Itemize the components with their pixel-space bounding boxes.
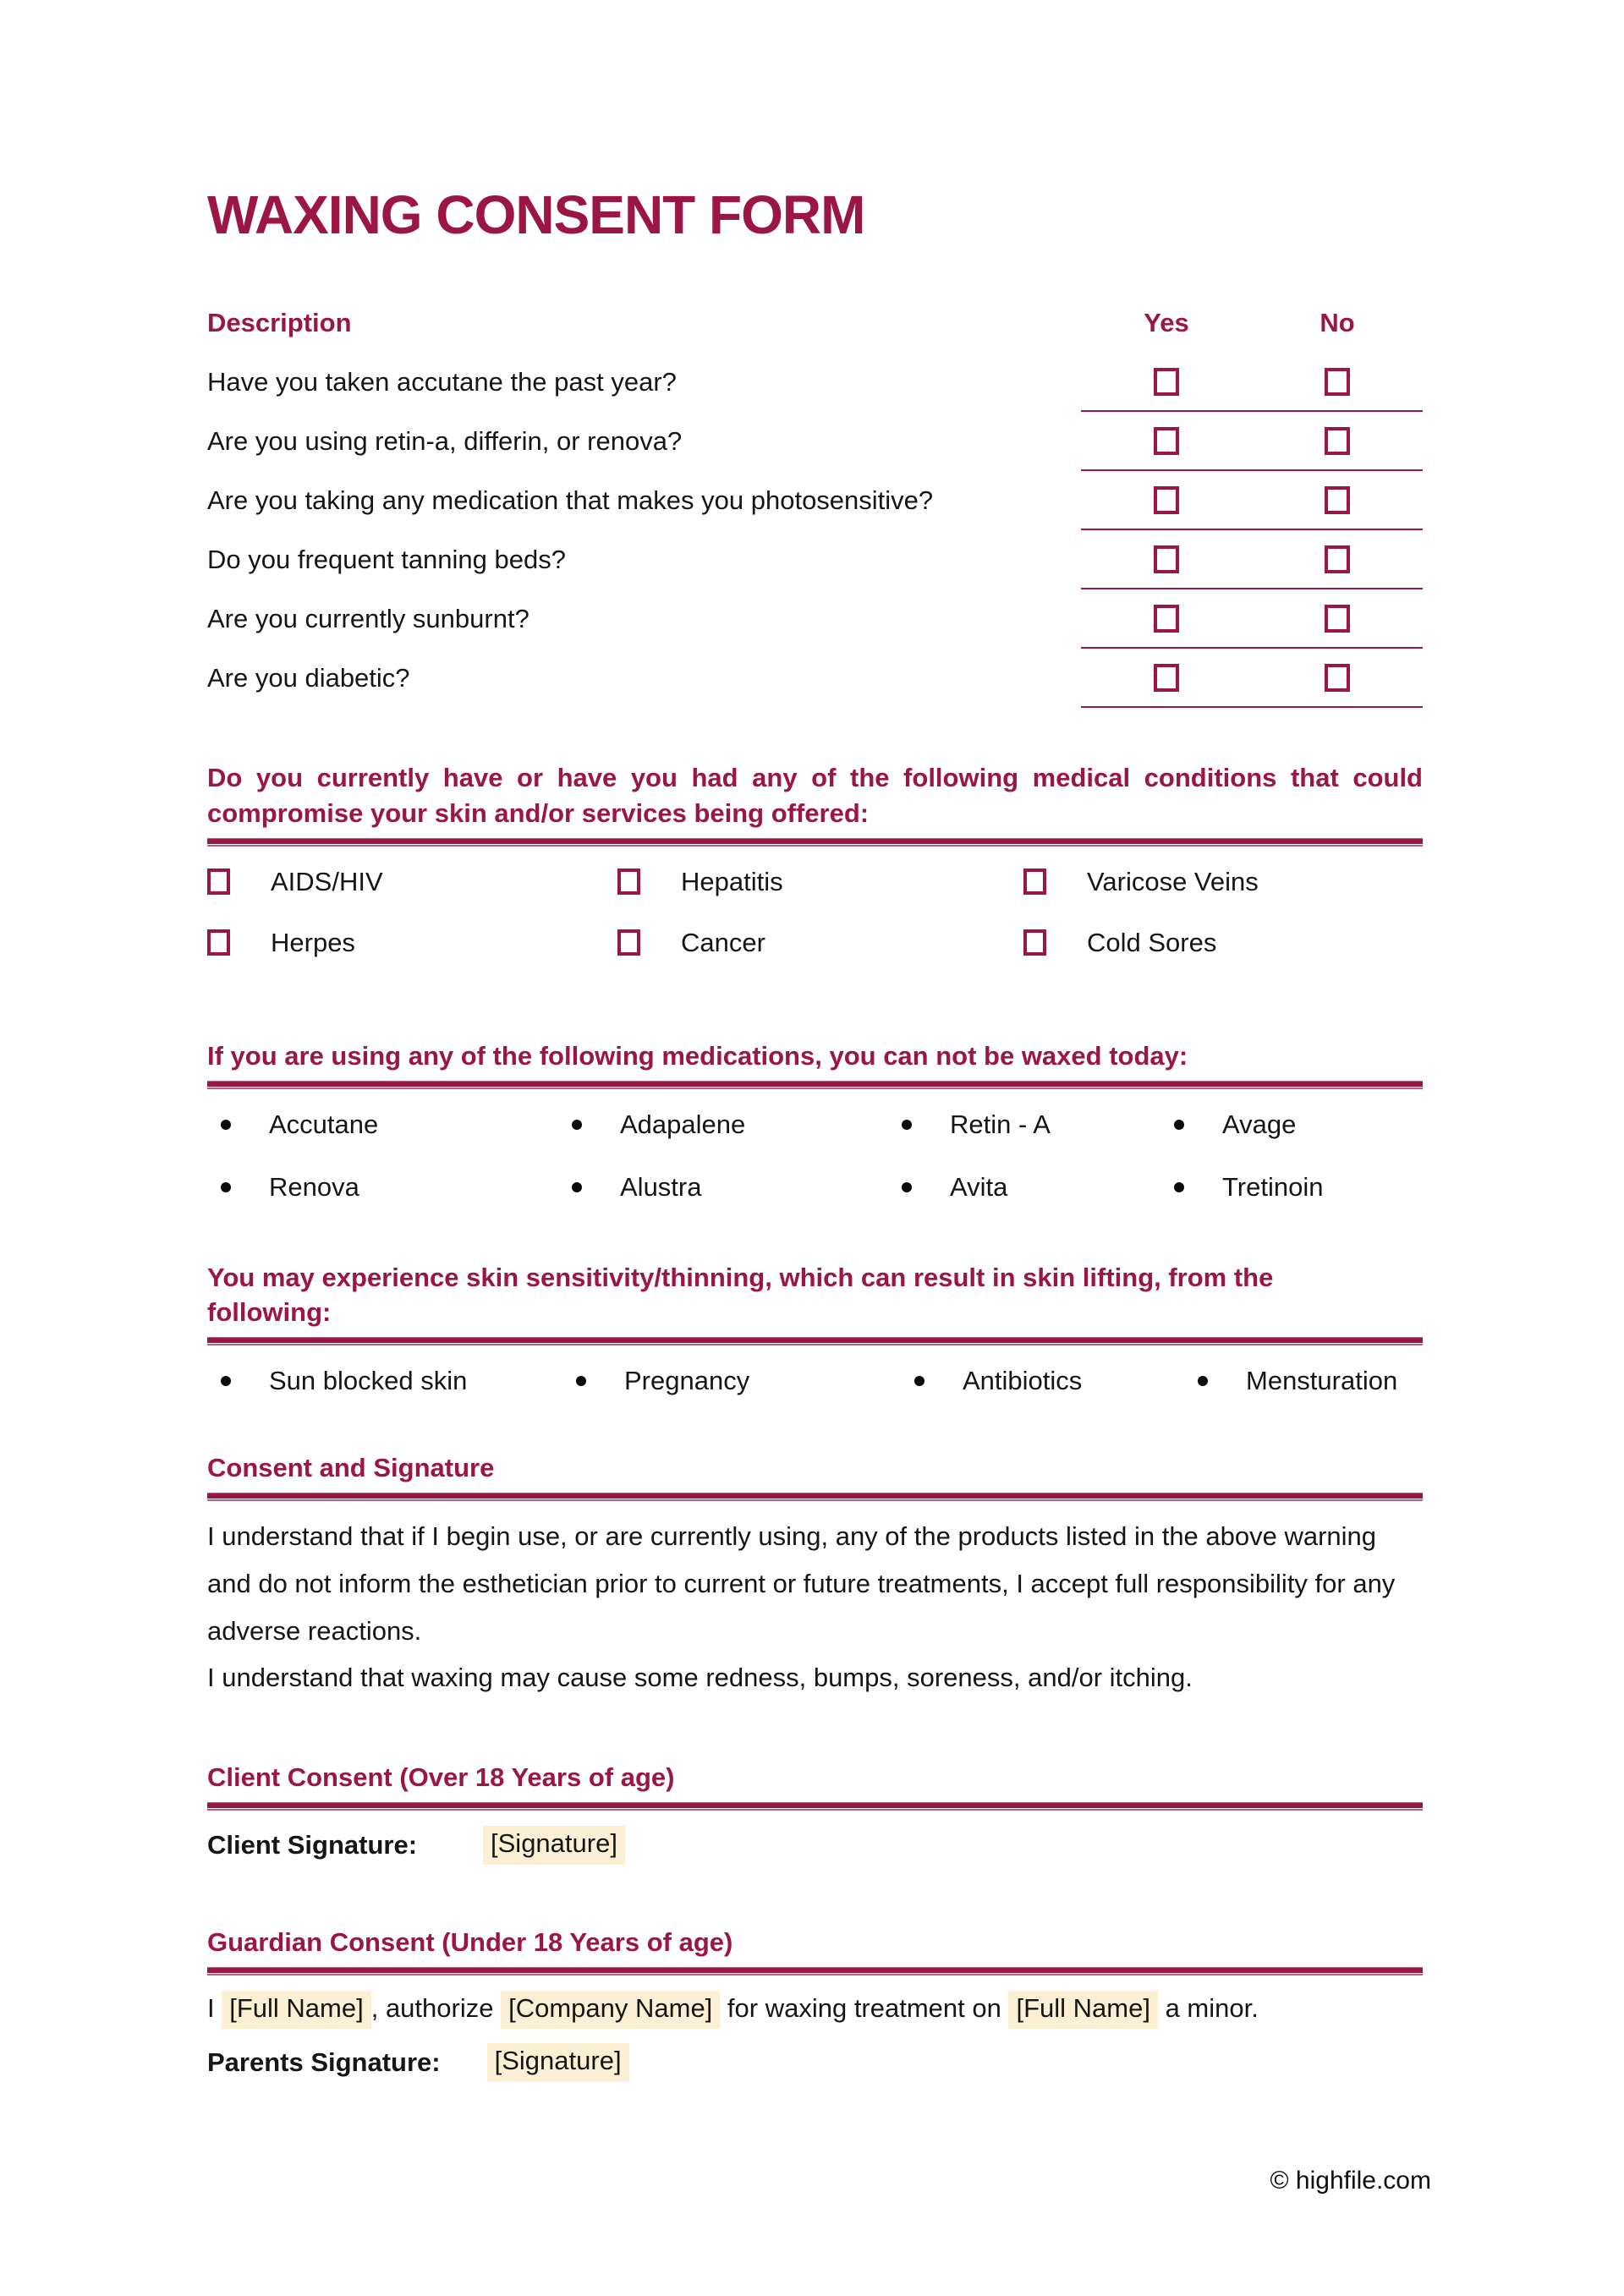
consent-paragraph-2: I understand that waxing may cause some redness, bumps, soreness, and/or itching. xyxy=(207,1663,1193,1693)
sensitivity-item xyxy=(207,1366,562,1396)
section-rule xyxy=(207,1802,1423,1811)
guardian-statement-text: I xyxy=(207,1992,222,2023)
guardian-statement-text: , authorize xyxy=(370,1992,502,2023)
medication-item xyxy=(558,1172,888,1203)
condition-label: Cold Sores xyxy=(1087,927,1217,957)
medication-label: Accutane xyxy=(269,1109,379,1139)
condition-label: Herpes xyxy=(271,927,355,957)
guardian-statement-text: for waxing treatment on xyxy=(720,1992,1009,2023)
medication-item xyxy=(888,1172,1160,1203)
medications-section xyxy=(207,1038,1423,1203)
medication-label: Alustra xyxy=(620,1171,702,1202)
document-content xyxy=(207,0,1423,2082)
sensitivity-section xyxy=(207,1260,1423,1397)
medication-label: Renova xyxy=(269,1171,359,1202)
sensitivity-list xyxy=(207,1366,1423,1396)
bullet-icon xyxy=(221,1182,231,1192)
question-text: Are you diabetic? xyxy=(207,663,410,693)
no-checkbox[interactable] xyxy=(1325,427,1350,455)
medical-conditions-list xyxy=(207,867,1423,958)
parents-signature-placeholder[interactable]: [Signature] xyxy=(487,2043,629,2082)
sensitivity-label: Mensturation xyxy=(1246,1366,1398,1396)
medication-item xyxy=(888,1110,1160,1140)
section-rule xyxy=(207,838,1423,847)
medications-heading: If you are using any of the following medications, you can not be waxed today: xyxy=(207,1040,1188,1071)
bullet-icon xyxy=(576,1376,586,1386)
yes-checkbox[interactable] xyxy=(1154,545,1179,573)
sensitivity-label: Sun blocked skin xyxy=(269,1366,468,1396)
no-checkbox[interactable] xyxy=(1325,605,1350,633)
sensitivity-item xyxy=(562,1366,901,1396)
no-checkbox[interactable] xyxy=(1325,486,1350,514)
condition-label: Varicose Veins xyxy=(1087,866,1259,896)
medication-item xyxy=(558,1110,888,1140)
question-row xyxy=(207,530,1423,589)
sensitivity-item xyxy=(1184,1366,1423,1396)
no-checkbox[interactable] xyxy=(1325,664,1350,692)
medical-conditions-heading: Do you currently have or have you had any of the following medical conditions that could compromise your skin and/or services being offered: xyxy=(207,763,1423,828)
medication-label: Retin - A xyxy=(950,1109,1051,1139)
parents-signature-row xyxy=(207,2043,1423,2082)
sensitivity-label: Antibiotics xyxy=(963,1366,1083,1396)
bullet-icon xyxy=(1174,1182,1184,1192)
medication-item xyxy=(207,1110,558,1140)
section-rule xyxy=(207,1337,1423,1345)
condition-checkbox[interactable] xyxy=(1023,929,1046,956)
no-checkbox[interactable] xyxy=(1325,545,1350,573)
bullet-icon xyxy=(1174,1120,1184,1130)
questions-table-header xyxy=(207,308,1423,353)
section-rule xyxy=(207,1967,1423,1975)
medication-item xyxy=(207,1172,558,1203)
client-signature-placeholder[interactable]: [Signature] xyxy=(483,1826,625,1865)
medication-label: Adapalene xyxy=(620,1109,746,1139)
question-text: Have you taken accutane the past year? xyxy=(207,367,677,397)
bullet-icon xyxy=(1198,1376,1208,1386)
parents-signature-label: Parents Signature: xyxy=(207,2047,441,2078)
bullet-icon xyxy=(221,1120,231,1130)
guardian-statement-text: a minor. xyxy=(1157,1992,1259,2023)
condition-item xyxy=(1023,867,1423,897)
yes-checkbox[interactable] xyxy=(1154,605,1179,633)
column-header-description: Description xyxy=(207,308,352,337)
condition-item xyxy=(617,928,1023,958)
bullet-icon xyxy=(221,1376,231,1386)
yes-checkbox[interactable] xyxy=(1154,427,1179,455)
condition-item xyxy=(1023,928,1423,958)
question-text: Are you taking any medication that makes you photosensitive? xyxy=(207,485,934,515)
medication-label: Tretinoin xyxy=(1222,1171,1324,1202)
page-title: WAXING CONSENT FORM xyxy=(207,184,865,245)
question-row xyxy=(207,649,1423,708)
bullet-icon xyxy=(572,1120,582,1130)
consent-heading: Consent and Signature xyxy=(207,1453,495,1483)
company-name-placeholder[interactable]: [Company Name] xyxy=(501,1991,720,2029)
column-header-yes: Yes xyxy=(1144,308,1189,337)
guardian-consent-section xyxy=(207,1925,1423,2082)
condition-item xyxy=(617,867,1023,897)
question-text: Are you using retin-a, differin, or renova? xyxy=(207,426,683,456)
client-consent-section xyxy=(207,1760,1423,1865)
footer-copyright: © highfile.com xyxy=(1270,2167,1431,2195)
guardian-statement xyxy=(207,1989,1423,2029)
condition-item xyxy=(207,928,617,958)
question-row xyxy=(207,353,1423,412)
question-row xyxy=(207,412,1423,471)
consent-section xyxy=(207,1450,1423,1701)
medication-item xyxy=(1160,1110,1423,1140)
condition-checkbox[interactable] xyxy=(617,929,640,956)
condition-label: AIDS/HIV xyxy=(271,866,383,896)
section-rule xyxy=(207,1081,1423,1089)
bullet-icon xyxy=(902,1120,912,1130)
bullet-icon xyxy=(914,1376,924,1386)
bullet-icon xyxy=(902,1182,912,1192)
no-checkbox[interactable] xyxy=(1325,368,1350,396)
sensitivity-label: Pregnancy xyxy=(624,1366,750,1396)
medication-label: Avita xyxy=(950,1171,1008,1202)
condition-checkbox[interactable] xyxy=(207,929,230,956)
questions-table xyxy=(207,308,1423,708)
medical-conditions-section xyxy=(207,760,1423,958)
question-row xyxy=(207,471,1423,530)
sensitivity-heading: You may experience skin sensitivity/thinning, which can result in skin lifting, from the following: xyxy=(207,1262,1274,1328)
section-rule xyxy=(207,1493,1423,1501)
question-text: Do you frequent tanning beds? xyxy=(207,545,566,574)
question-row xyxy=(207,589,1423,649)
condition-item xyxy=(207,867,617,897)
yes-checkbox[interactable] xyxy=(1154,486,1179,514)
condition-label: Cancer xyxy=(681,927,765,957)
full-name-placeholder[interactable]: [Full Name] xyxy=(222,1991,370,2029)
bullet-icon xyxy=(572,1182,582,1192)
guardian-consent-heading: Guardian Consent (Under 18 Years of age) xyxy=(207,1927,733,1958)
condition-checkbox[interactable] xyxy=(617,869,640,895)
client-signature-row xyxy=(207,1826,1423,1865)
client-consent-heading: Client Consent (Over 18 Years of age) xyxy=(207,1762,675,1793)
question-text: Are you currently sunburnt? xyxy=(207,604,529,633)
client-signature-label: Client Signature: xyxy=(207,1830,418,1860)
condition-label: Hepatitis xyxy=(681,866,783,896)
consent-paragraph-1: I understand that if I begin use, or are currently using, any of the products listed in the above warning and do not inform the esthetician prior to current or future treatments, I accept full responsibility for any adverse reactions. xyxy=(207,1521,1396,1646)
yes-checkbox[interactable] xyxy=(1154,664,1179,692)
condition-checkbox[interactable] xyxy=(1023,869,1046,895)
sensitivity-item xyxy=(901,1366,1184,1396)
medications-list xyxy=(207,1110,1423,1203)
minor-name-placeholder[interactable]: [Full Name] xyxy=(1008,1991,1157,2029)
medication-item xyxy=(1160,1172,1423,1203)
yes-checkbox[interactable] xyxy=(1154,368,1179,396)
medication-label: Avage xyxy=(1222,1109,1297,1139)
column-header-no: No xyxy=(1320,308,1355,337)
condition-checkbox[interactable] xyxy=(207,869,230,895)
